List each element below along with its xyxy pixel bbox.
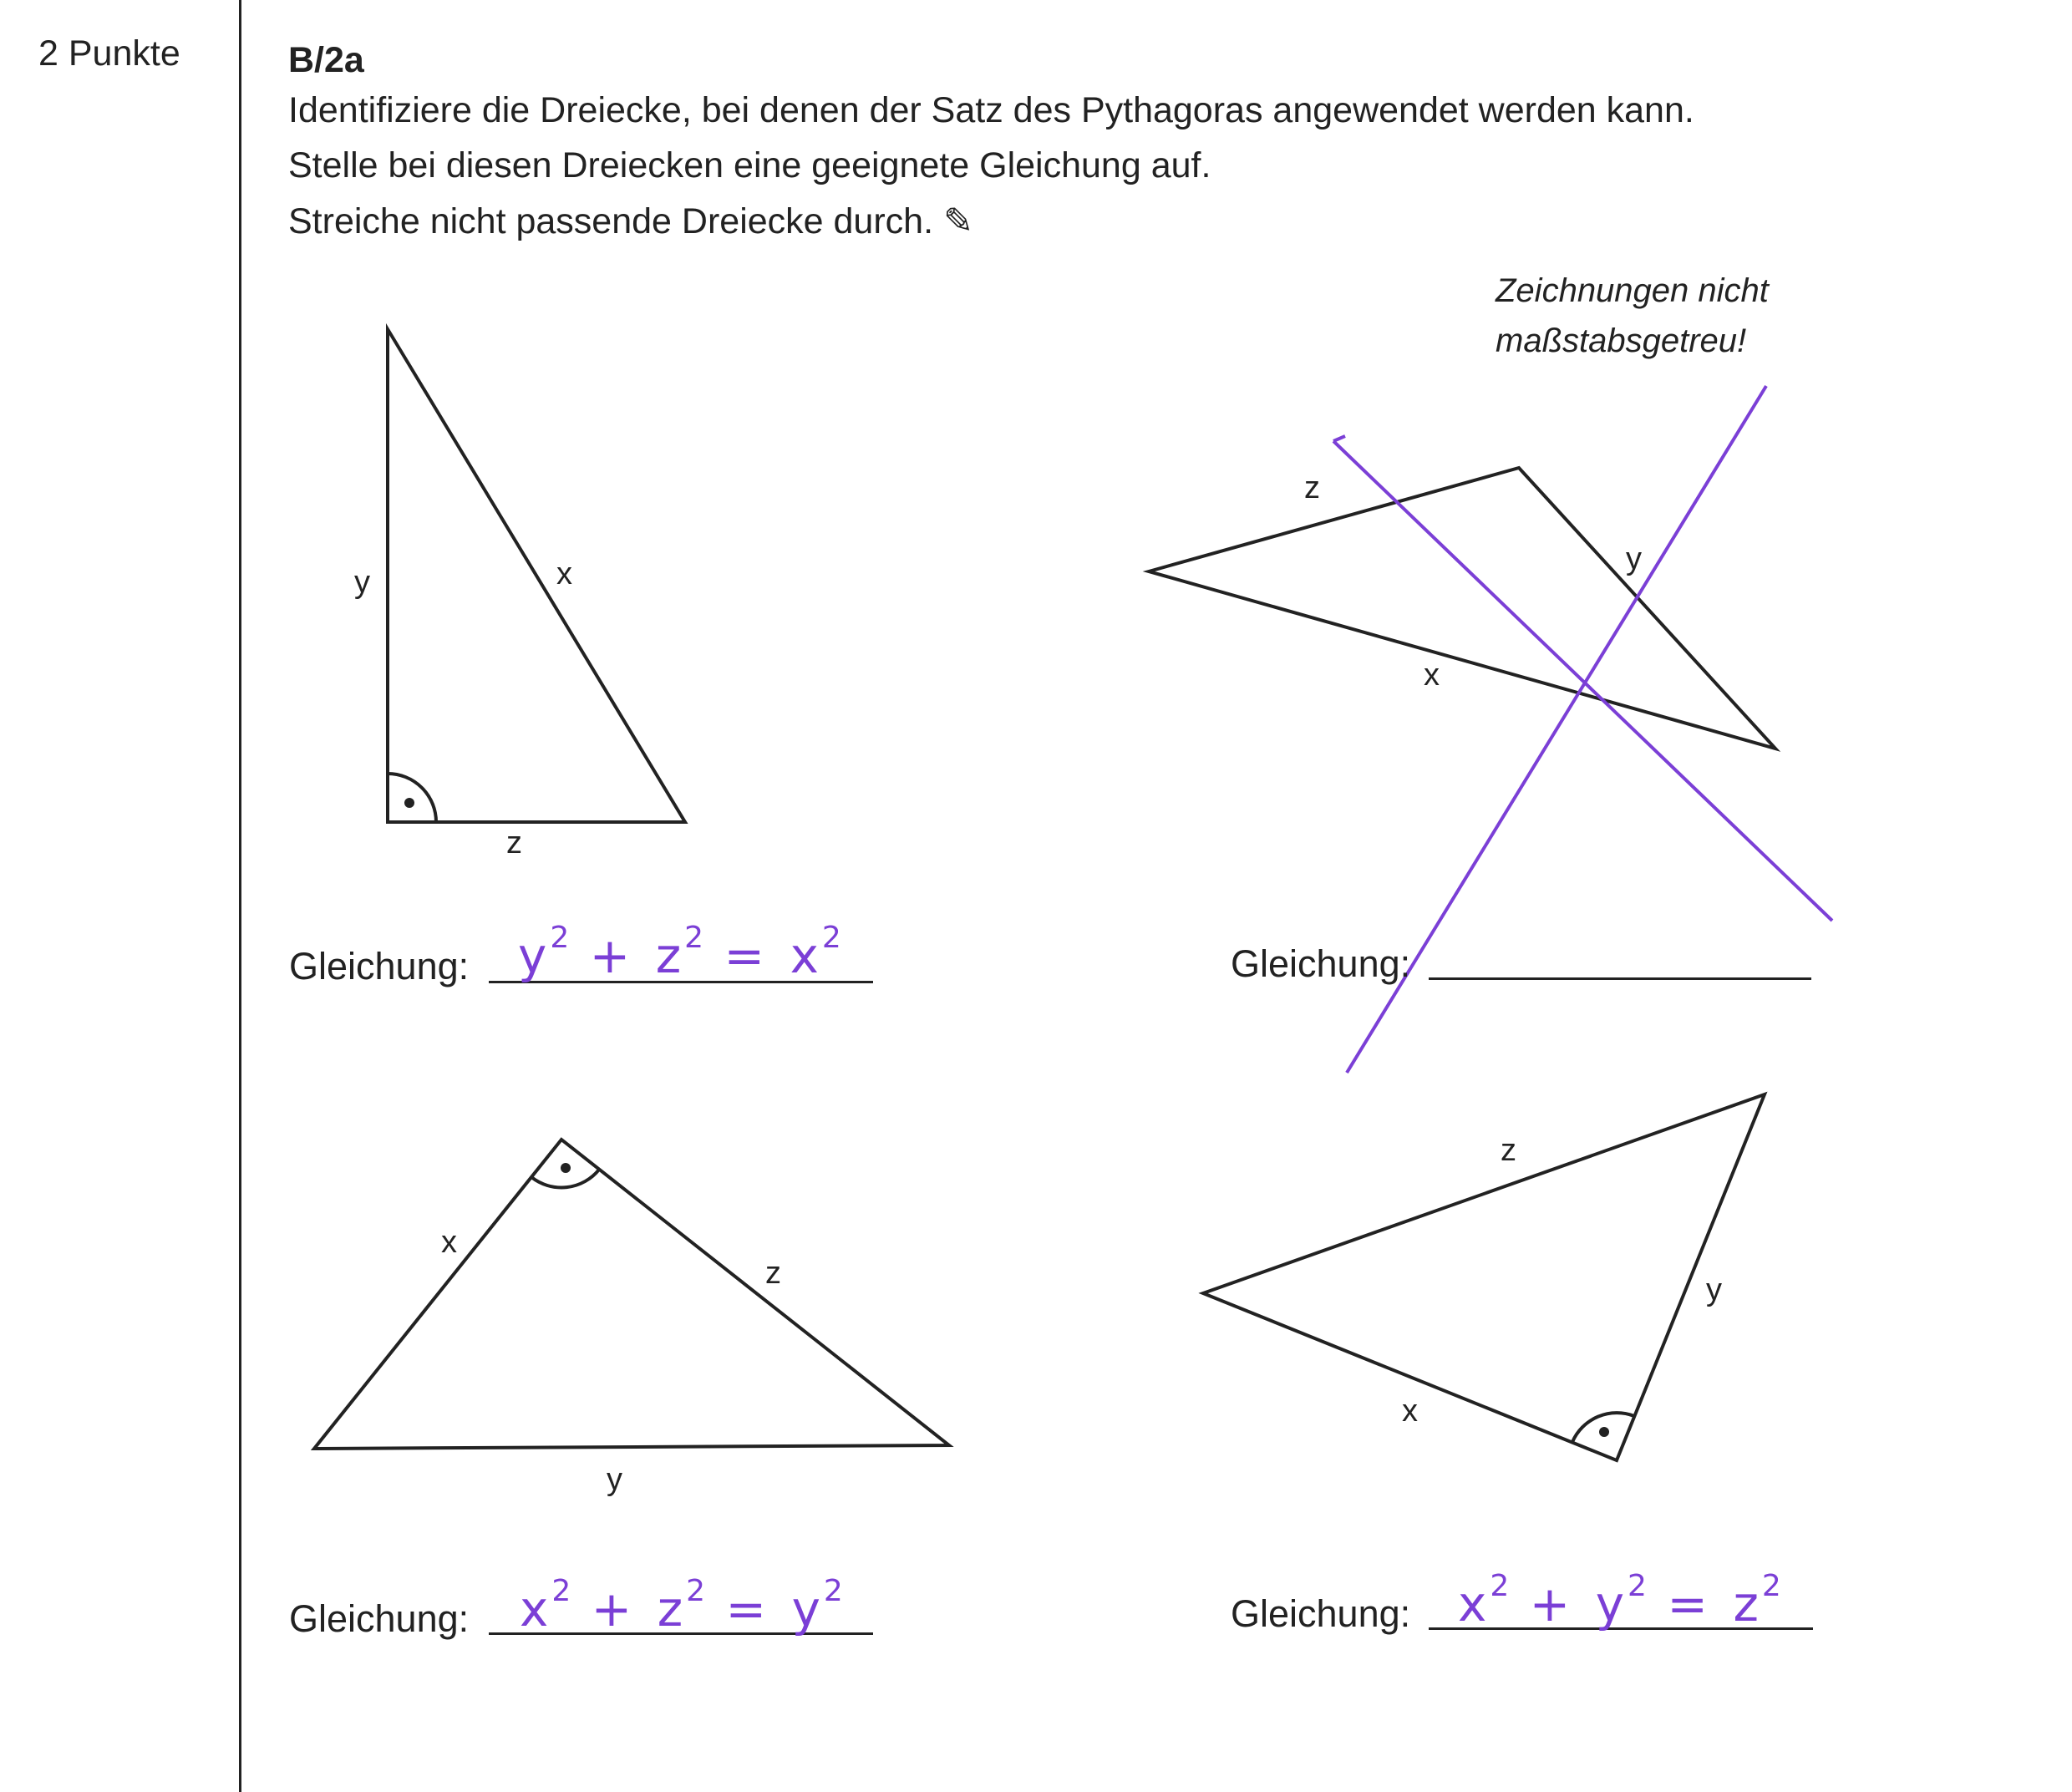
label-bottom-right-x: x [1402,1393,1418,1429]
triangle-bottom-left [314,1140,949,1449]
scale-note-line-1: Zeichnungen nicht [1496,272,1769,309]
label-top-right-x: x [1424,657,1440,693]
exp-3: 2 [821,921,841,955]
strike-line-1 [1333,441,1832,921]
exp-1: 2 [551,1574,571,1608]
exp-2: 2 [1628,1569,1647,1603]
label-bottom-right-y: y [1706,1272,1722,1307]
term-1: x [520,1581,554,1637]
scale-note-line-2: maßstabsgetreu! [1496,322,1747,359]
term-2: z [657,1581,688,1637]
instruction-line-3: Streiche nicht passende Dreiecke durch. ✎ [288,201,974,241]
exp-1: 2 [550,921,570,955]
equation-label-bottom-right: Gleichung: [1231,1592,1411,1635]
task-id: B/2a [288,40,364,80]
right-angle-arc-top-left [388,774,436,822]
answer-bottom-right[interactable]: $x^2 + y^2 = z^2$ [1458,1569,1781,1632]
term-2: z [655,927,687,984]
term-2: y [1595,1576,1630,1632]
exp-2: 2 [684,921,704,955]
triangle-top-left [388,329,685,822]
equation-label-top-left: Gleichung: [289,945,470,987]
triangle-bottom-right [1203,1094,1765,1460]
term-1: x [1458,1576,1492,1632]
answer-bottom-left[interactable]: $x^2 + z^2 = y^2$ [520,1574,843,1637]
exp-3: 2 [1761,1569,1781,1603]
term-1: y [518,927,552,984]
exp-1: 2 [1490,1569,1510,1603]
label-top-right-y: y [1626,541,1642,576]
term-3: y [791,1581,825,1637]
equation-label-bottom-left: Gleichung: [289,1597,470,1640]
label-bottom-left-z: z [765,1256,781,1291]
term-3: x [790,927,824,984]
label-bottom-left-x: x [441,1225,457,1260]
strike-tick [1333,436,1345,441]
label-bottom-right-z: z [1501,1133,1516,1168]
term-3: z [1733,1576,1764,1632]
label-top-right-z: z [1304,470,1320,505]
right-angle-dot-bottom-left [561,1163,571,1173]
triangle-top-right [1149,468,1775,749]
label-top-left-z: z [506,825,522,860]
label-top-left-y: y [354,565,370,600]
instruction-line-2: Stelle bei diesen Dreiecken eine geeignete Gleichung auf. [288,145,1211,185]
points-label: 2 Punkte [38,33,180,74]
answer-top-left[interactable]: $y^2 + z^2 = x^2$ [518,921,841,984]
right-angle-dot-bottom-right [1599,1427,1609,1437]
instruction-line-1: Identifiziere die Dreiecke, bei denen der Satz des Pythagoras angewendet werden kann. [288,90,1694,130]
exp-3: 2 [823,1574,843,1608]
label-top-left-x: x [556,556,572,591]
label-bottom-left-y: y [607,1462,622,1497]
answer-line-top-right[interactable] [1429,977,1811,980]
exp-2: 2 [686,1574,706,1608]
right-angle-dot-top-left [404,798,414,808]
equation-label-top-right: Gleichung: [1231,942,1411,985]
